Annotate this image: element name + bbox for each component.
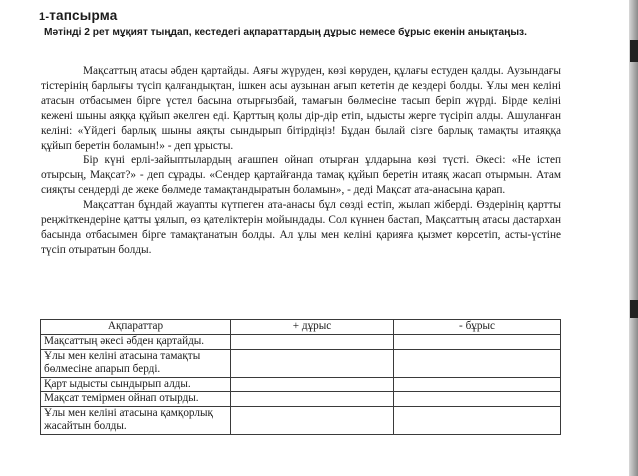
table-row	[41, 392, 561, 407]
task-number: 1-	[39, 11, 50, 23]
true-answer-cell[interactable]	[231, 392, 394, 407]
table-row	[41, 377, 561, 392]
false-answer-cell[interactable]	[394, 349, 561, 377]
header-true: + дұрыс	[231, 320, 394, 335]
statement-cell: Ұлы мен келіні атасына тамақты бөлмесіне апарып берді.	[41, 349, 231, 377]
true-false-table	[40, 319, 561, 435]
statement-cell: Қарт ыдысты сындырып алды.	[41, 377, 231, 392]
true-answer-cell[interactable]	[231, 406, 394, 434]
true-answer-cell[interactable]	[231, 377, 394, 392]
edge-mark	[630, 300, 638, 318]
statement-cell: Ұлы мен келіні атасына қамқорлық жасайтын болды.	[41, 406, 231, 434]
page-edge-shadow	[629, 0, 638, 476]
task-heading	[39, 8, 117, 23]
task-title: тапсырма	[49, 8, 118, 23]
statement-cell: Мақсаттың әкесі әбден қартайды.	[41, 335, 231, 350]
statement-cell: Мақсат темірмен ойнап отырды.	[41, 392, 231, 407]
table-row	[41, 406, 561, 434]
false-answer-cell[interactable]	[394, 406, 561, 434]
table-row	[41, 349, 561, 377]
paragraph: Мақсаттың атасы әбден қартайды. Аяғы жүруден, көзі көруден, құлағы естуден қалды. Аузындағы тістерінің барлығы түсіп қалғандықтан, ішкен асы аузынан ағып кететін де кездері болды. Ұлы мен келіні атасын отбасымен бірге үстел басына отырғызбай, тамағын бөлмесіне тасып беріп жүрді. Бірде келіні кежені шыны аяққа құйып әкелген еді. Қарттың қолы дір-дір етіп, ыдысты жерге түсіріп алды. Ашуланған келіні: «Үйдегі барлық шыны аяқты сындырып бітірдіңіз! Бұдан былай сізге барлық тамақты итаяққа құйып беретін боламын!» - деп ұрысты.	[41, 65, 561, 152]
table-row	[41, 335, 561, 350]
paragraph: Мақсаттан бұндай жауапты күтпеген ата-анасы бұл сөзді естіп, жылап жіберді. Өздерінің қартты реңжіткендеріне қатты ұялып, өз қателіктерін мойындады. Сол күннен бастап, Мақсаттың атасы дастархан басында отбасымен бірге тамақтанатын болды. Ал ұлы мен келіні қарияға қызмет көрсетіп, асты-үстіне түсіп отыратын болды.	[41, 199, 561, 256]
task-instruction: Мәтінді 2 рет мұқият тыңдап, кестедегі ақпараттардың дұрыс немесе бұрыс екенін анықтаңыз.	[44, 27, 527, 38]
false-answer-cell[interactable]	[394, 377, 561, 392]
header-false: - бұрыс	[394, 320, 561, 335]
header-info: Ақпараттар	[41, 320, 231, 335]
false-answer-cell[interactable]	[394, 335, 561, 350]
true-answer-cell[interactable]	[231, 335, 394, 350]
table-header-row	[41, 320, 561, 335]
false-answer-cell[interactable]	[394, 392, 561, 407]
true-answer-cell[interactable]	[231, 349, 394, 377]
edge-mark	[630, 40, 638, 62]
paragraph: Бір күні ерлі-зайыптылардың ағашпен ойнап отырған ұлдарына көзі түсті. Әкесі: «Не істеп отырсың, Мақсат?» - деп сұрады. «Сендер қартайғанда тамақ құйып беретін итаяқ жасап отырмын. Атам сияқты сендерді де жеке бөлмеде тамақтандыратын боламын», - деді Мақсат ата-анасына қарап.	[41, 154, 561, 197]
story-text	[41, 64, 561, 258]
